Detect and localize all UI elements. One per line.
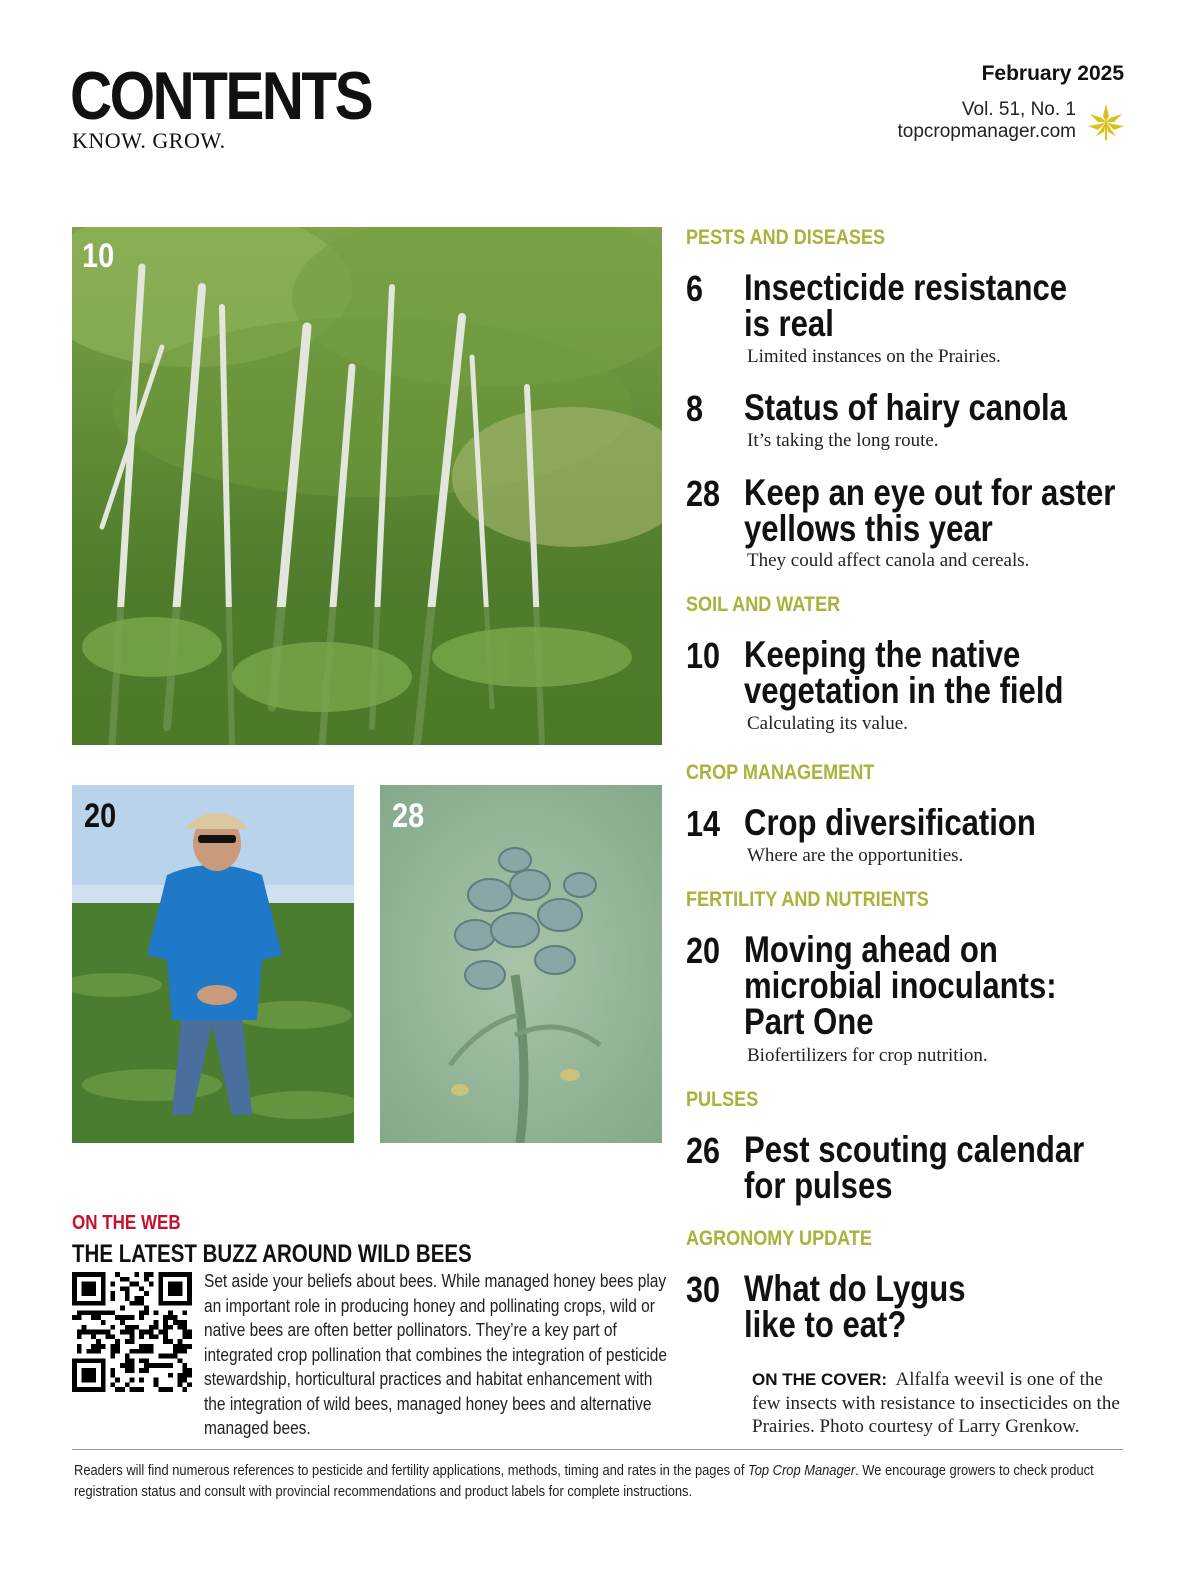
section-label-pulses: PULSES — [686, 1088, 759, 1111]
issue-date: February 2025 — [981, 62, 1124, 85]
entry-page-number: 30 — [686, 1269, 721, 1310]
qr-code[interactable] — [72, 1272, 192, 1392]
entry-title: Insecticide resistance is real — [744, 267, 1068, 344]
entry-title: Status of hairy canola — [744, 387, 1067, 428]
entry-dek: Where are the opportunities. — [747, 845, 964, 866]
website-link[interactable]: topcropmanager.com — [897, 121, 1076, 142]
web-headline[interactable]: THE LATEST BUZZ AROUND WILD BEES — [72, 1240, 472, 1268]
entry-title: Crop diversification — [744, 802, 1036, 843]
photo-aspen-trees — [72, 227, 662, 745]
entry-dek: It’s taking the long route. — [747, 430, 939, 451]
web-body-text: Set aside your beliefs about bees. While managed honey bees play an important role in producing honey and pollinating crops, wild or native bees are often better pollinators. They’re a key part of integrated crop pollination that combines the integration of pesticide stewardship, horticultural practices and habitat enhancement with the integration of wild bees, managed honey bees and alternative managed bees. — [204, 1271, 667, 1438]
entry-page-number: 8 — [686, 388, 704, 429]
issue-volume: Vol. 51, No. 1 — [961, 99, 1076, 120]
photo-page-number: 20 — [84, 797, 117, 835]
section-label-pests-and-diseases: PESTS AND DISEASES — [686, 226, 886, 249]
section-label-agronomy-update: AGRONOMY UPDATE — [686, 1227, 872, 1250]
cover-caption — [752, 1368, 1132, 1439]
section-label-crop-management: CROP MANAGEMENT — [686, 761, 875, 784]
entry-title: Keeping the native vegetation in the field — [744, 634, 1064, 711]
disclaimer-text: Readers will find numerous references to pesticide and fertility applications, methods, timing and rates in the pages of — [74, 1462, 749, 1479]
wheat-leaf-icon — [1084, 100, 1128, 144]
entry-page-number: 14 — [686, 803, 721, 844]
magazine-name: Top Crop Manager — [748, 1462, 856, 1479]
entry-title: Pest scouting calendar for pulses — [744, 1129, 1085, 1206]
entry-page-number: 26 — [686, 1130, 721, 1171]
entry-page-number: 10 — [686, 635, 721, 676]
entry-page-number: 6 — [686, 268, 704, 309]
entry-title: Moving ahead on microbial inoculants: Part One — [744, 929, 1057, 1042]
entry-page-number: 28 — [686, 473, 721, 514]
disclaimer — [74, 1460, 1106, 1502]
cover-label: ON THE COVER: — [752, 1370, 888, 1389]
tagline: KNOW. GROW. — [72, 128, 226, 153]
disclaimer-text: . We encourage growers to check product registration status and consult with provincial recommendations and product labels for complete instructions. — [74, 1462, 1094, 1500]
cover-text: Alfalfa weevil is one of the few insects with resistance to insecticides on the Prairies. Photo courtesy of Larry Grenkow. — [752, 1369, 1120, 1437]
entry-dek: Biofertilizers for crop nutrition. — [747, 1045, 988, 1066]
section-label-soil-and-water: SOIL AND WATER — [686, 593, 841, 616]
section-label-fertility-and-nutrients: FERTILITY AND NUTRIENTS — [686, 888, 929, 911]
entry-dek: Limited instances on the Prairies. — [747, 346, 1001, 367]
entry-title: What do Lygus like to eat? — [744, 1268, 966, 1345]
photo-farmer — [72, 785, 354, 1143]
entry-page-number: 20 — [686, 930, 721, 971]
photo-page-number: 28 — [392, 797, 425, 835]
footer-divider — [72, 1449, 1123, 1450]
photo-alfalfa-flower — [380, 785, 662, 1143]
entry-dek: Calculating its value. — [747, 713, 908, 734]
web-kicker: ON THE WEB — [72, 1212, 181, 1234]
entry-title: Keep an eye out for aster yellows this year — [744, 472, 1116, 549]
entry-dek: They could affect canola and cereals. — [747, 550, 1030, 571]
photo-page-number: 10 — [82, 237, 115, 275]
page-title: CONTENTS — [70, 58, 371, 134]
